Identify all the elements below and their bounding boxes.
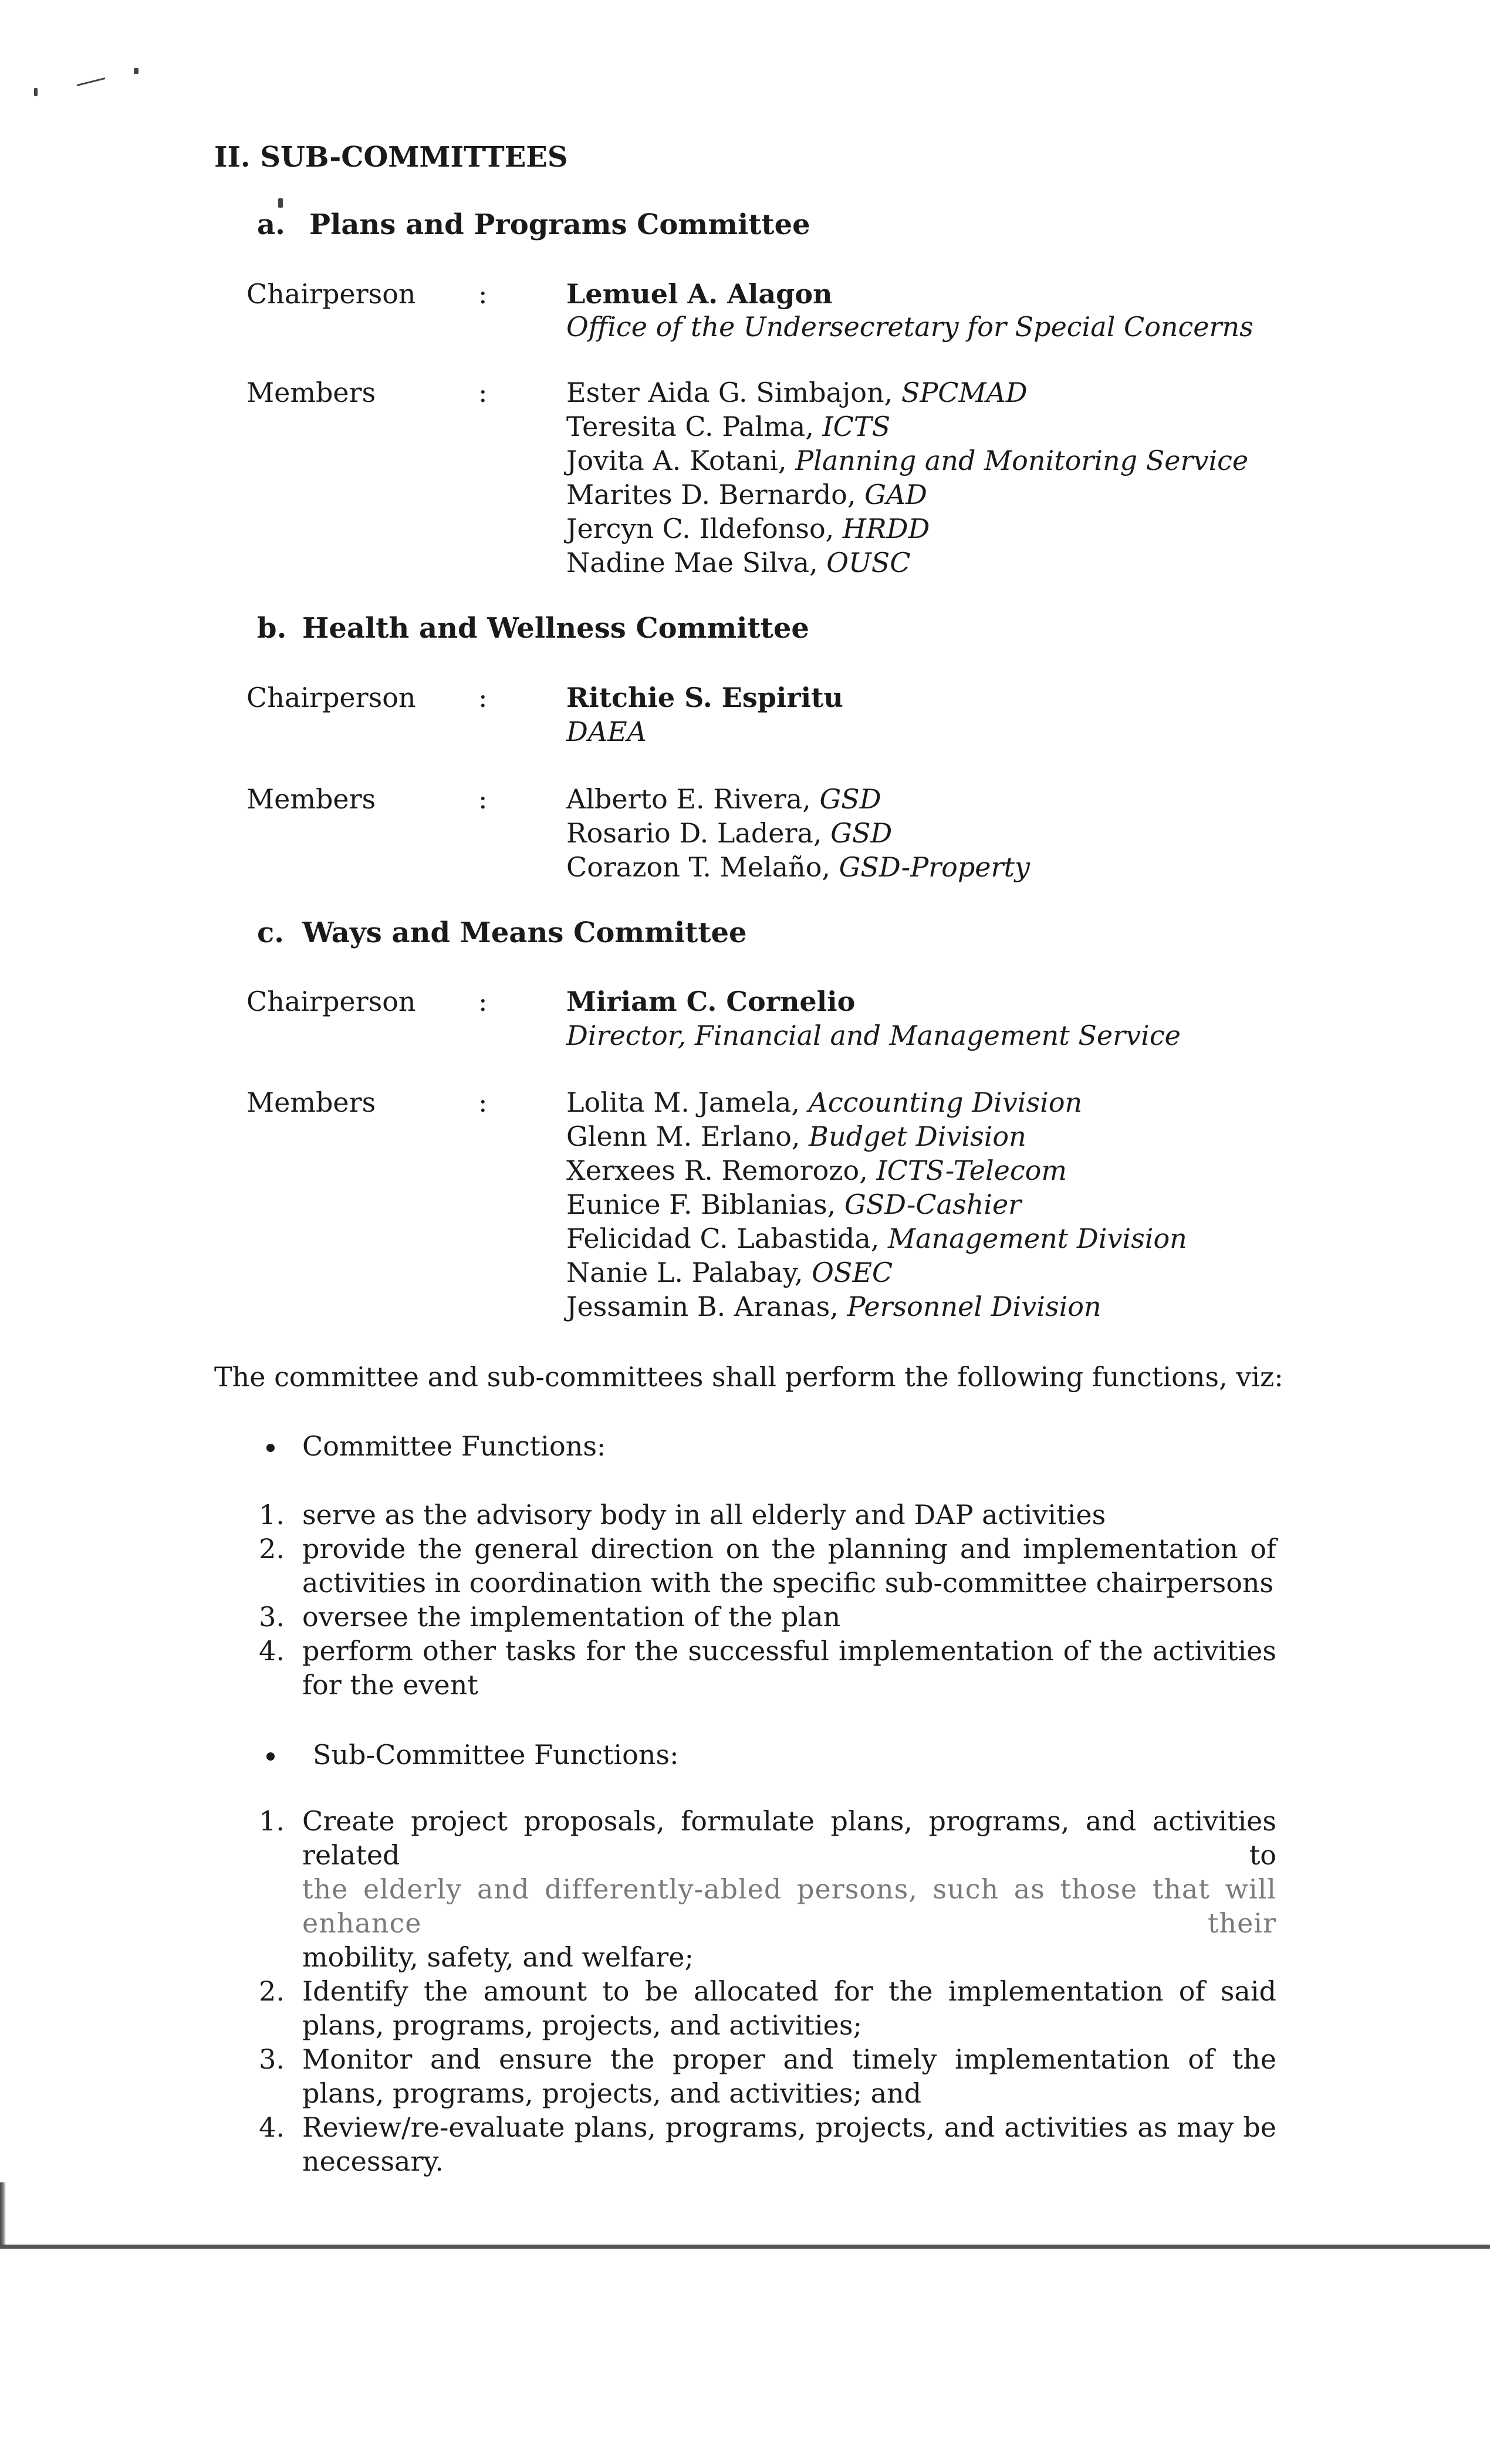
member-name: Nanie L. Palabay,	[566, 1257, 812, 1288]
item-text: serve as the advisory body in all elderly and DAP activities	[302, 1499, 1106, 1531]
member-row	[566, 1289, 1187, 1324]
committee-b-title: Health and Wellness Committee	[302, 612, 809, 645]
member-row	[566, 1085, 1187, 1119]
members-list	[566, 1085, 1187, 1324]
item-text-line: Create project proposals, formulate plans, programs, and activities related to	[302, 1805, 1276, 1871]
committee-a-title: Plans and Programs Committee	[309, 208, 810, 241]
member-row	[566, 1187, 1187, 1221]
colon: :	[478, 682, 488, 713]
member-unit: Accounting Division	[808, 1087, 1083, 1118]
member-unit: OSEC	[812, 1257, 893, 1288]
member-unit: Budget Division	[809, 1121, 1026, 1152]
committee-functions-list	[255, 1498, 1276, 1702]
list-item	[255, 1600, 1276, 1634]
member-unit: GSD	[830, 817, 893, 849]
members-list	[566, 782, 1030, 884]
member-name: Teresita C. Palma,	[566, 411, 823, 442]
item-text: Identify the amount to be allocated for the implementation of said plans, programs, projects, and activities;	[302, 1975, 1276, 2041]
colon: :	[478, 986, 488, 1017]
colon: :	[478, 783, 488, 815]
committee-a-letter: a.	[257, 208, 285, 241]
chairperson-label: Chairperson	[246, 682, 416, 713]
member-row	[566, 1153, 1187, 1187]
chairperson-name: Miriam C. Cornelio	[566, 986, 856, 1017]
member-row	[566, 512, 1248, 546]
member-unit: Planning and Monitoring Service	[795, 445, 1249, 476]
chairperson-name: Ritchie S. Espiritu	[566, 682, 843, 713]
members-label: Members	[246, 377, 376, 408]
member-row	[566, 444, 1248, 478]
members-label: Members	[246, 783, 376, 815]
member-unit: GSD	[819, 783, 881, 815]
list-item	[255, 1498, 1276, 1532]
member-name: Ester Aida G. Simbajon,	[566, 377, 901, 408]
committee-c-letter: c.	[257, 916, 284, 949]
subcommittee-functions-heading: Sub-Committee Functions:	[313, 1739, 679, 1771]
members-list	[566, 375, 1248, 580]
list-item	[255, 1634, 1276, 1702]
item-text: Review/re-evaluate plans, programs, projects, and activities as may be necessary.	[302, 2111, 1276, 2177]
member-row	[566, 782, 1030, 816]
item-number: 1.	[259, 1499, 285, 1531]
scan-speck	[76, 77, 105, 86]
item-text: perform other tasks for the successful implementation of the activities for the event	[302, 1635, 1276, 1701]
member-name: Marites D. Bernardo,	[566, 479, 865, 510]
member-unit: SPCMAD	[901, 377, 1028, 408]
member-name: Alberto E. Rivera,	[566, 783, 820, 815]
member-unit: Personnel Division	[847, 1291, 1102, 1322]
subcommittee-functions-list	[255, 1804, 1276, 2178]
member-unit: GAD	[864, 479, 927, 510]
member-name: Rosario D. Ladera,	[566, 817, 831, 849]
member-row	[566, 1119, 1187, 1153]
member-unit: ICTS	[822, 411, 891, 442]
member-row	[566, 816, 1030, 850]
member-row	[566, 850, 1030, 884]
member-unit: GSD-Property	[839, 851, 1030, 883]
colon: :	[478, 278, 488, 310]
member-row	[566, 409, 1248, 444]
item-number: 1.	[259, 1805, 285, 1837]
item-number: 4.	[259, 2111, 285, 2143]
member-name: Nadine Mae Silva,	[566, 547, 827, 578]
committee-b-letter: b.	[257, 612, 287, 645]
member-row	[566, 546, 1248, 580]
committee-functions-heading: Committee Functions:	[302, 1430, 606, 1462]
member-row	[566, 1255, 1187, 1289]
functions-intro: The committee and sub-committees shall perform the following functions, viz:	[214, 1361, 1283, 1393]
item-text: provide the general direction on the planning and implementation of activities in coordination with the specific sub-committee chairpersons	[302, 1533, 1276, 1599]
list-item	[255, 2042, 1276, 2110]
chairperson-name: Lemuel A. Alagon	[566, 278, 833, 310]
member-unit: Management Division	[888, 1223, 1187, 1254]
chairperson-office: Office of the Undersecretary for Special Concerns	[566, 311, 1254, 343]
committee-c-title: Ways and Means Committee	[302, 916, 747, 949]
member-row	[566, 375, 1248, 409]
bullet-icon	[266, 1752, 275, 1761]
member-name: Jessamin B. Aranas,	[566, 1291, 847, 1322]
chairperson-office: Director, Financial and Management Service	[566, 1020, 1181, 1051]
list-item	[255, 1804, 1276, 1974]
list-item	[255, 2110, 1276, 2178]
scan-speck	[278, 198, 283, 208]
scan-edge-shadow	[0, 2182, 6, 2247]
colon: :	[478, 377, 488, 408]
member-unit: ICTS-Telecom	[876, 1155, 1067, 1186]
list-item	[255, 1532, 1276, 1600]
member-name: Felicidad C. Labastida,	[566, 1223, 888, 1254]
chairperson-office: DAEA	[566, 716, 647, 747]
member-name: Jovita A. Kotani,	[566, 445, 796, 476]
member-row	[566, 1221, 1187, 1255]
member-unit: OUSC	[826, 547, 911, 578]
scan-speck	[34, 88, 38, 96]
item-text-line-faded: the elderly and differently-abled persons, such as those that will enhance their	[302, 1873, 1276, 1939]
chairperson-label: Chairperson	[246, 278, 416, 310]
members-label: Members	[246, 1087, 376, 1118]
member-name: Corazon T. Melaño,	[566, 851, 839, 883]
item-number: 2.	[259, 1533, 285, 1565]
scan-speck	[134, 68, 138, 74]
item-number: 3.	[259, 2043, 285, 2075]
section-title: II. SUB-COMMITTEES	[214, 141, 568, 174]
member-name: Eunice F. Biblanias,	[566, 1189, 844, 1220]
scan-blank-area	[0, 2249, 1490, 2464]
member-name: Lolita M. Jamela,	[566, 1087, 809, 1118]
item-number: 3.	[259, 1601, 285, 1633]
member-name: Jercyn C. Ildefonso,	[566, 513, 843, 544]
member-name: Xerxees R. Remorozo,	[566, 1155, 877, 1186]
item-number: 2.	[259, 1975, 285, 2007]
item-text-line: mobility, safety, and welfare;	[302, 1941, 694, 1973]
member-unit: HRDD	[842, 513, 930, 544]
bullet-icon	[266, 1444, 275, 1452]
item-text: Monitor and ensure the proper and timely implementation of the plans, programs, projects, and activities; and	[302, 2043, 1276, 2109]
chairperson-label: Chairperson	[246, 986, 416, 1017]
item-number: 4.	[259, 1635, 285, 1667]
member-name: Glenn M. Erlano,	[566, 1121, 809, 1152]
item-text	[302, 1804, 1276, 1974]
list-item	[255, 1974, 1276, 2042]
item-text: oversee the implementation of the plan	[302, 1601, 841, 1633]
colon: :	[478, 1087, 488, 1118]
member-row	[566, 478, 1248, 512]
member-unit: GSD-Cashier	[844, 1189, 1022, 1220]
